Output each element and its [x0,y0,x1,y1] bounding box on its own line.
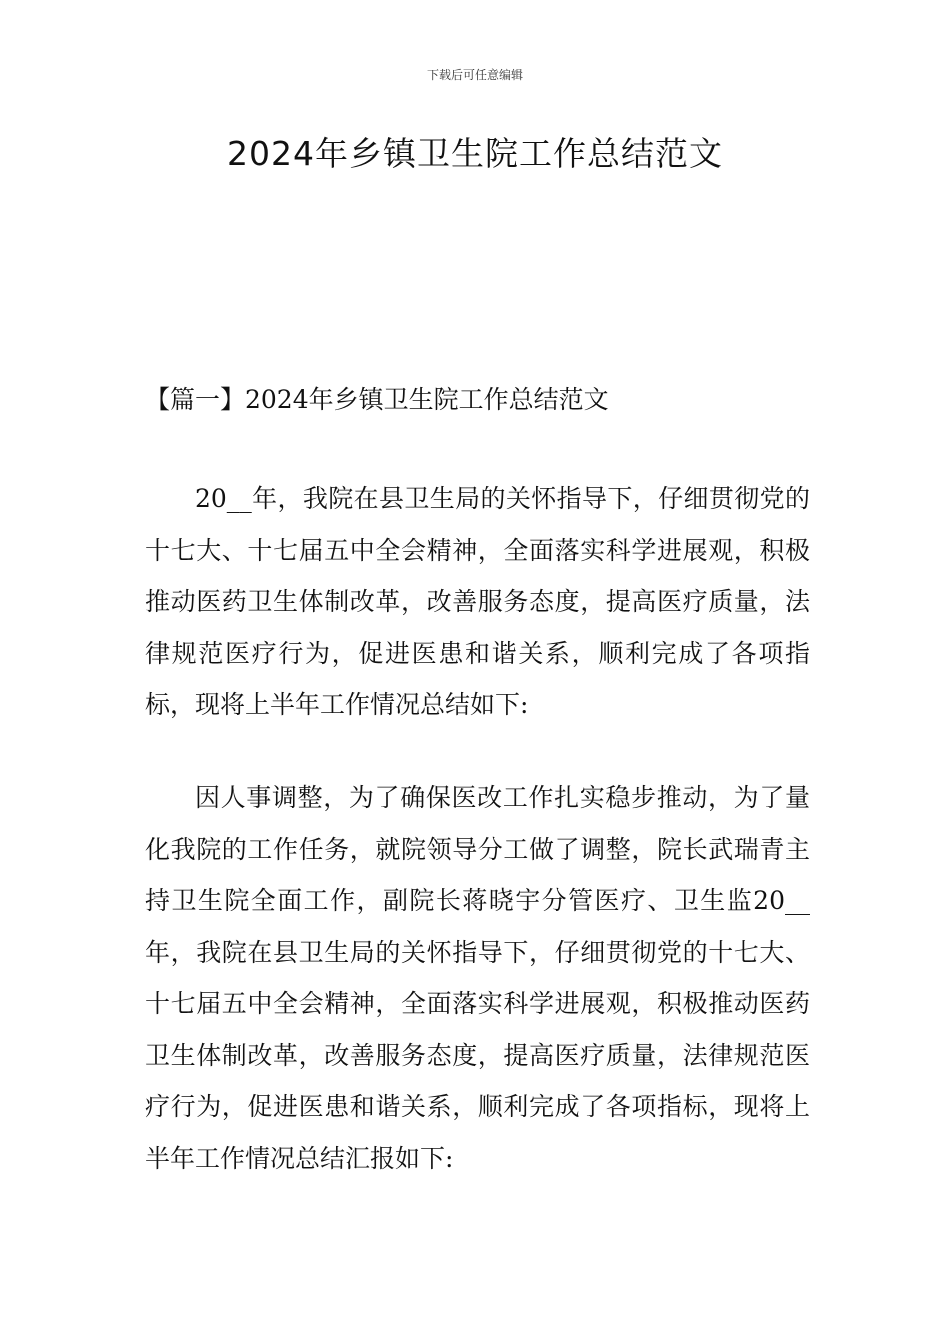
section-heading: 【篇一】2024年乡镇卫生院工作总结范文 [145,385,609,414]
body-paragraph-2: 因人事调整，为了确保医改工作扎实稳步推动，为了量化我院的工作任务，就院领导分工做了调整，院长武瑞青主持卫生院全面工作，副院长蒋晓宇分管医疗、卫生监20__年，我院在县卫生局的关怀指导下，仔细贯彻党的十七大、十七届五中全会精神，全面落实科学进展观，积极推动医药卫生体制改革，改善服务态度，提高医疗质量，法律规范医疗行为，促进医患和谐关系，顺利完成了各项指标，现将上半年工作情况总结汇报如下: [145,783,810,1173]
document-title: 2024年乡镇卫生院工作总结范文 [227,134,723,173]
header-note: 下载后可任意编辑 [426,68,523,82]
body-paragraph-1: 20__年，我院在县卫生局的关怀指导下，仔细贯彻党的十七大、十七届五中全会精神，全面落实科学进展观，积极推动医药卫生体制改革，改善服务态度，提高医疗质量，法律规范医疗行为，促进医患和谐关系，顺利完成了各项指标，现将上半年工作情况总结如下: [145,484,810,719]
